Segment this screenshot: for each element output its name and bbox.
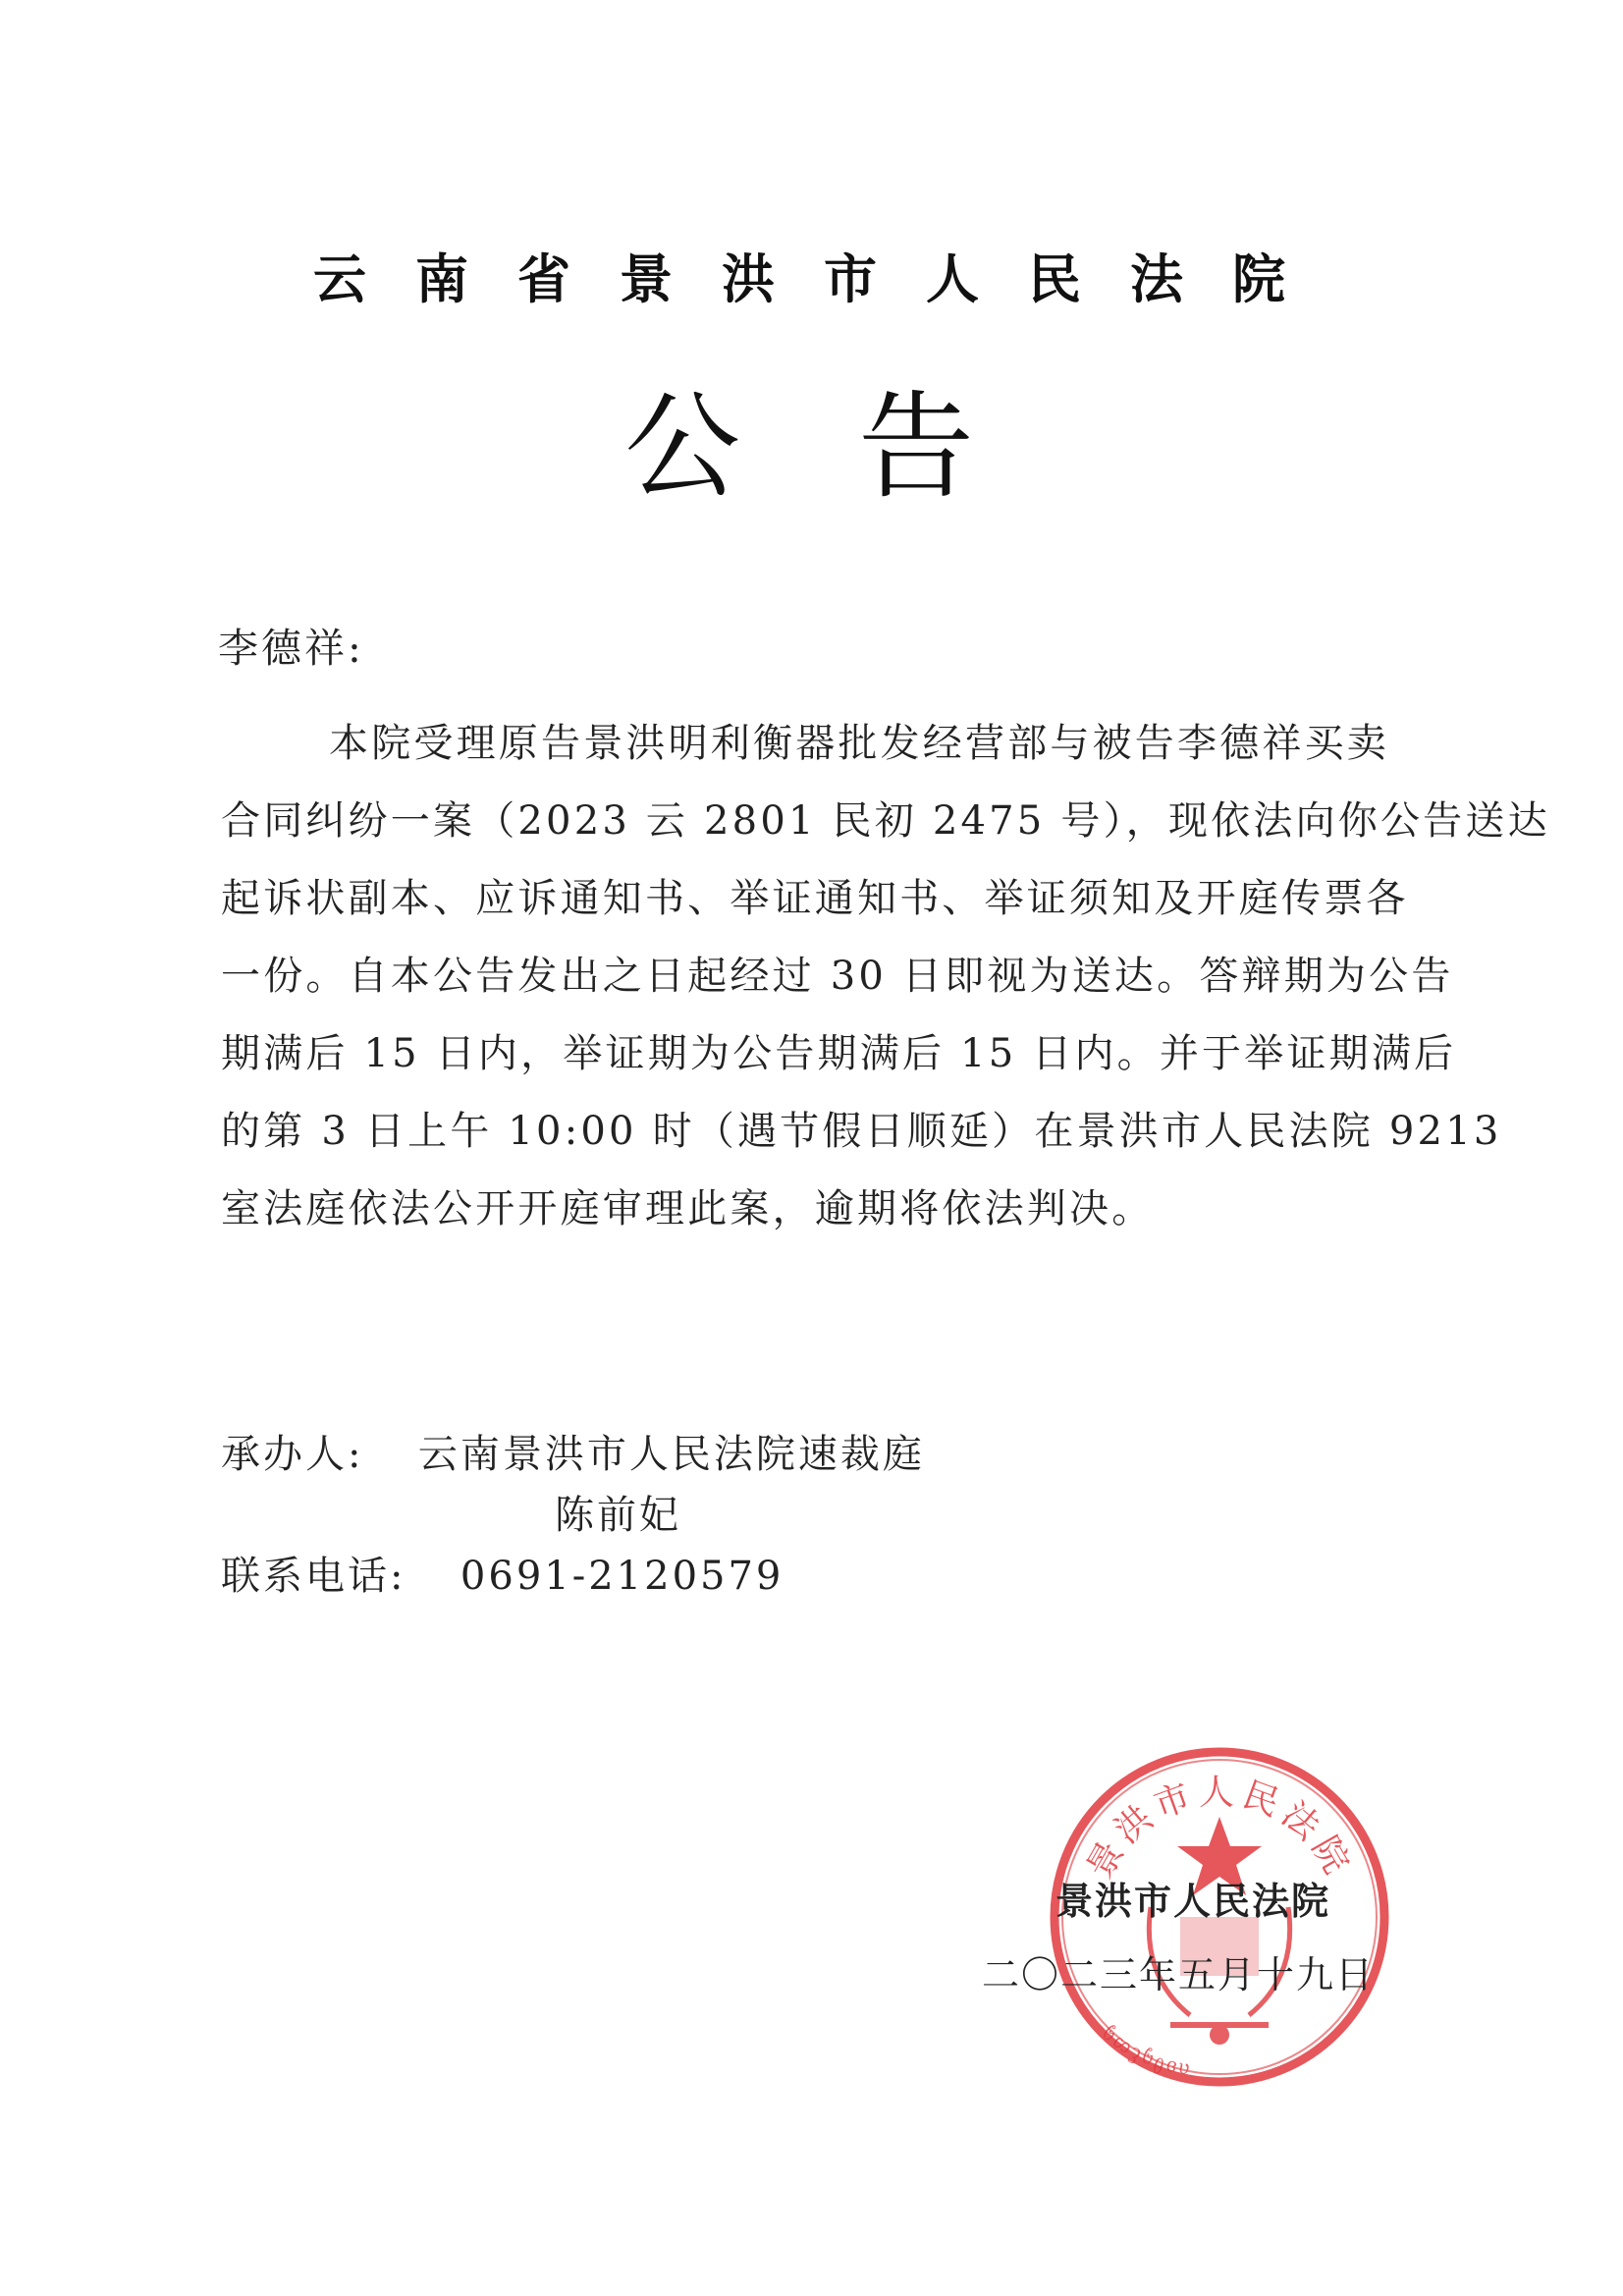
handler-info	[221, 1424, 925, 1607]
signature-court: 景洪市人民法院	[1055, 1880, 1331, 1923]
body-line: 期满后 15 日内，举证期为公告期满后 15 日内。并于举证期满后	[221, 1031, 1457, 1076]
handler-label: 承办人:	[221, 1432, 364, 1477]
body-line: 的第 3 日上午 10:00 时（遇节假日顺延）在景洪市人民法院 9213	[221, 1109, 1502, 1154]
phone-label: 联系电话:	[221, 1554, 406, 1599]
handler-person: 陈前妃	[555, 1493, 681, 1538]
handler-department: 云南景洪市人民法院速裁庭	[417, 1432, 925, 1477]
seal-top-text: 景洪市人民法院	[1079, 1773, 1360, 1886]
body-line: 本院受理原告景洪明利衡器批发经营部与被告李德祥买卖	[329, 721, 1389, 766]
seal-script-text: ᦵᦈᦲᧂᦷᦠᧂ	[1093, 2021, 1191, 2083]
body-line: 室法庭依法公开开庭审理此案，逾期将依法判决。	[221, 1186, 1155, 1231]
addressee: 李德祥:	[218, 625, 364, 672]
phone-number: 0691-2120579	[460, 1554, 784, 1599]
body-line: 起诉状副本、应诉通知书、举证通知书、举证须知及开庭传票各	[221, 876, 1409, 921]
svg-text:ᦵᦈᦲᧂᦷᦠᧂ	[1094, 2021, 1191, 2083]
notice-body	[221, 705, 1550, 1248]
court-name-heading: 云南省景洪市人民法院	[313, 248, 1334, 310]
notice-title: 公告	[623, 379, 1092, 515]
body-line: 一份。自本公告发出之日起经过 30 日即视为送达。答辩期为公告	[221, 954, 1454, 999]
body-line: 合同纠纷一案（2023 云 2801 民初 2475 号），现依法向你公告送达	[221, 798, 1550, 844]
phone-row	[221, 1546, 925, 1607]
handler-row	[221, 1424, 925, 1485]
signature-date: 二〇二三年五月十九日	[982, 1953, 1376, 1996]
